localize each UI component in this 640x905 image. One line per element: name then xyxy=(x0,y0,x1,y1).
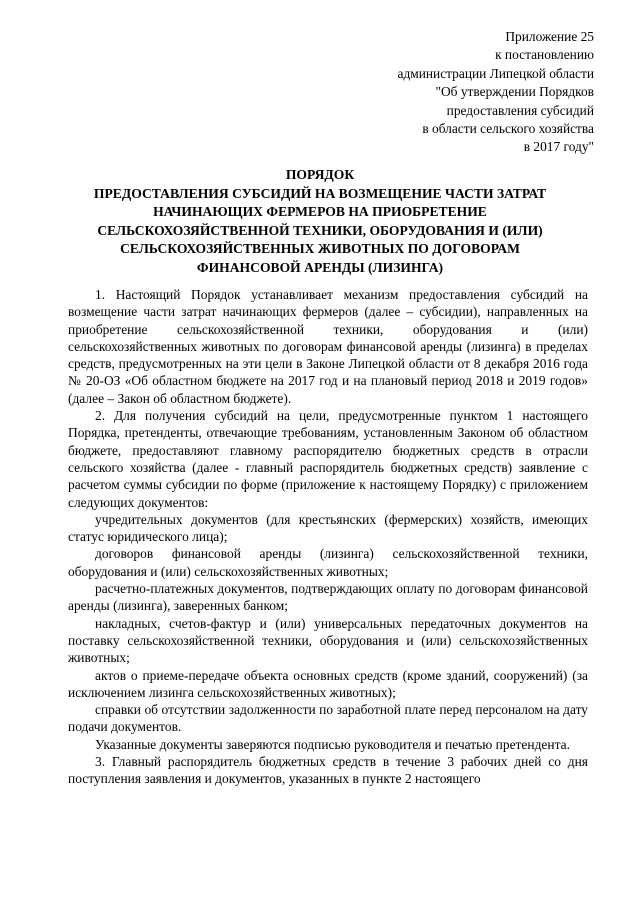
appendix-line: Приложение 25 xyxy=(505,29,594,44)
appendix-line: администрации Липецкой области xyxy=(397,65,594,81)
document-list-item: учредительных документов (для крестьянских (фермерских) хозяйств, имеющих статус юридического лица); xyxy=(68,511,588,545)
appendix-line: в области сельского хозяйства xyxy=(422,121,594,137)
appendix-line: предоставления субсидий xyxy=(446,102,594,118)
certification-note: Указанные документы заверяются подписью руководителя и печатью претендента. xyxy=(95,736,570,752)
appendix-line: "Об утверждении Порядков xyxy=(435,84,594,100)
document-list-item: накладных, счетов-фактур и (или) универсальных передаточных документов на поставку сельскохозяйственной техники, оборудования и (или) сельскохозяйственных животных; xyxy=(68,615,588,666)
document-body xyxy=(68,286,588,788)
paragraph-1: 1. Настоящий Порядок устанавливает механизм предоставления субсидий на возмещение части затрат начинающих фермеров (далее – субсидии), направленных на приобретение сельскохозяйственной техники, оборудования и (или) сельскохозяйственных животных по договорам финансовой аренды (лизинга) в пределах средств, предусмотренных на эти цели в Законе Липецкой области от 8 декабря 2016 года № 20-ОЗ «Об областном бюджете на 2017 год и на плановый период 2018 и 2019 годов» (далее – Закон об областном бюджете). xyxy=(68,287,588,406)
title-line: ФИНАНСОВОЙ АРЕНДЫ (ЛИЗИНГА) xyxy=(196,259,444,275)
paragraph-3: 3. Главный распорядитель бюджетных средств в течение 3 рабочих дней со дня поступления заявления и документов, указанных в пункте 2 настоящего xyxy=(68,754,588,787)
appendix-line: к постановлению xyxy=(495,47,594,63)
title-line: НАЧИНАЮЩИХ ФЕРМЕРОВ НА ПРИОБРЕТЕНИЕ xyxy=(153,204,487,220)
document-list-item: актов о приеме-передаче объекта основных средств (кроме зданий, сооружений) (за исключением лизинга сельскохозяйственных животных); xyxy=(68,667,588,700)
paragraph-2: 2. Для получения субсидий на цели, предусмотренные пунктом 1 настоящего Порядка, претенденты, отвечающие требованиям, установленным Законом об областном бюджете, предоставляют главному распорядителю бюджетных средств в отрасли сельского хозяйства (далее - главный распорядитель бюджетных средств) заявление с расчетом суммы субсидии по форме (приложение к настоящему Порядку) с приложением следующих документов: xyxy=(68,408,588,510)
appendix-header xyxy=(398,28,595,157)
document-list-item: справки об отсутствии задолженности по заработной плате перед персоналом на дату подачи документов. xyxy=(68,702,588,735)
document-list-item: договоров финансовой аренды (лизинга) сельскохозяйственной техники, оборудования и (или) сельскохозяйственных животных; xyxy=(68,546,588,579)
appendix-line: в 2017 году" xyxy=(523,139,594,155)
title-line: ПОРЯДОК xyxy=(285,167,355,182)
document-title xyxy=(60,166,580,278)
title-line: СЕЛЬСКОХОЗЯЙСТВЕННОЙ ТЕХНИКИ, ОБОРУДОВАНИЯ И (ИЛИ) xyxy=(97,222,543,238)
title-line: СЕЛЬСКОХОЗЯЙСТВЕННЫХ ЖИВОТНЫХ ПО ДОГОВОРАМ xyxy=(120,241,520,257)
document-list-item: расчетно-платежных документов, подтверждающих оплату по договорам финансовой аренды (лизинга), заверенных банком; xyxy=(68,581,588,614)
title-line: ПРЕДОСТАВЛЕНИЯ СУБСИДИЙ НА ВОЗМЕЩЕНИЕ ЧАСТИ ЗАТРАТ xyxy=(93,185,547,201)
